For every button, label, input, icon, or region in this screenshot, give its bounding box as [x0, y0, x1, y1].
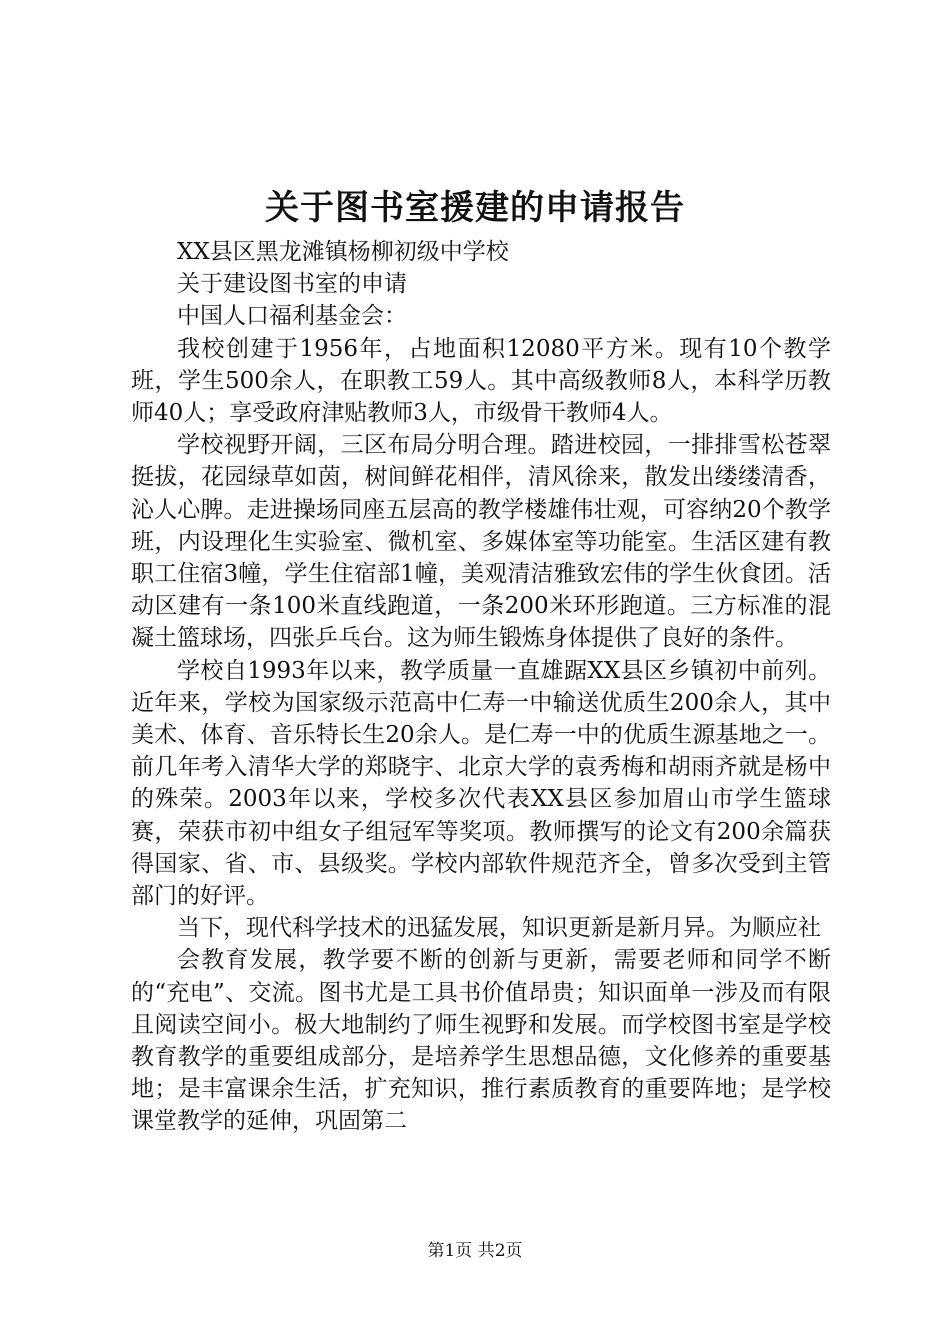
- page-number: 第1页 共2页: [427, 1241, 523, 1261]
- paragraph-current-situation: 当下，现代科学技术的迅猛发展，知识更新是新月异。为顺应社: [177, 915, 821, 942]
- recipient-line: 中国人口福利基金会：: [177, 303, 407, 330]
- paragraph-campus: 学校视野开阔，三区布局分明合理。踏进校园，一排排雪松苍翠挺拔，花园绿草如茵，树间鲜花相伴，清风徐来，散发出缕缕清香，沁人心脾。走进操场同座五层高的教学楼雄伟壮观，可容纳20个教学班，内设理化生实验室、微机室、多媒体室等功能室。生活区建有教职工住宿3幢，学生住宿部1幢，美观清洁雅致宏伟的学生伙食团。活动区建有一条100米直线跑道，一条200米环形跑道。三方标准的混凝土篮球场，四张乒乓台。这为师生锻炼身体提供了良好的条件。: [131, 432, 831, 652]
- school-name-line: XX县区黑龙滩镇杨柳初级中学校: [177, 239, 509, 265]
- document-title: 关于图书室援建的申请报告: [265, 188, 685, 228]
- document-body: [131, 236, 831, 1138]
- subject-line: 关于建设图书室的申请: [177, 271, 407, 298]
- paragraph-achievements: 学校自1993年以来，教学质量一直雄踞XX县区乡镇初中前列。近年来，学校为国家级示范高中仁寿一中输送优质生200余人，其中美术、体育、音乐特长生20余人。是仁寿一中的优质生源基地之一。前几年考入清华大学的郑晓宇、北京大学的袁秀梅和胡雨齐就是杨中的殊荣。2003年以来，学校多次代表XX县区参加眉山市学生篮球赛，荣获市初中组女子组冠军等奖项。教师撰写的论文有200余篇获得国家、省、市、县级奖。学校内部软件规范齐全，曾多次受到主管部门的好评。: [131, 657, 831, 910]
- paragraph-school-overview: 我校创建于1956年，占地面积12080平方米。现有10个教学班，学生500余人，在职教工59人。其中高级教师8人，本科学历教师40人；享受政府津贴教师3人，市级骨干教师4人。: [131, 335, 831, 427]
- paragraph-library-importance: 会教育发展，教学要不断的创新与更新，需要老师和同学不断的“充电”、交流。图书尤是工具书价值昂贵；知识面单一涉及而有限且阅读空间小。极大地制约了师生视野和发展。而学校图书室是学校教育教学的重要组成部分，是培养学生思想品德，文化修养的重要基地；是丰富课余生活，扩充知识，推行素质教育的重要阵地；是学校课堂教学的延伸，巩固第二: [131, 947, 831, 1135]
